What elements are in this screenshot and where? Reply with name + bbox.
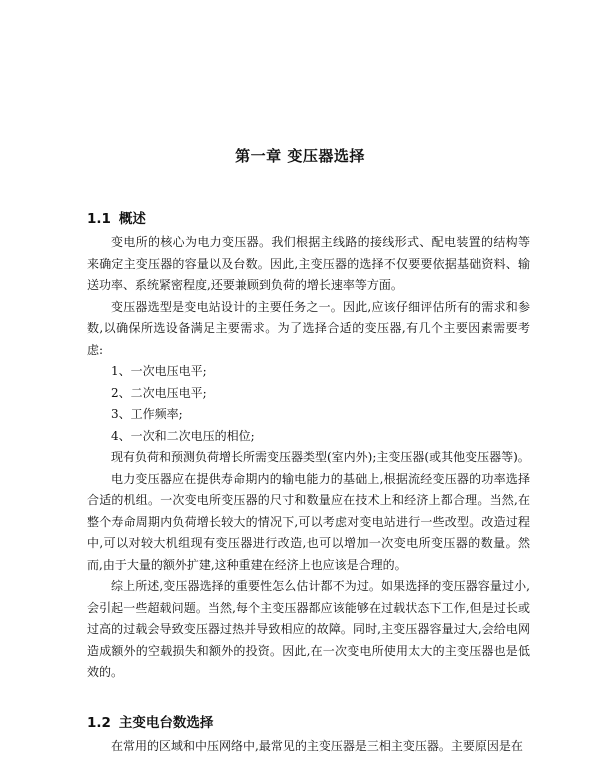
list-item: 4、一次和二次电压的相位; xyxy=(111,428,255,443)
section-1-2-body xyxy=(87,736,530,758)
section-heading-1-1 xyxy=(87,207,146,227)
section-title: 概述 xyxy=(118,211,146,227)
paragraph: 变电所的核心为电力变压器。我们根据主线路的接线形式、配电装置的结构等来确定主变压器的容量以及台数。因此,主变压器的选择不仅要要依据基础资料、输送功率、系统紧密程度,还要兼顾到负荷的增长速率等方面。 xyxy=(87,235,530,292)
section-heading-1-2 xyxy=(87,711,213,731)
paragraph: 综上所述,变压器选择的重要性怎么估计都不为过。如果选择的变压器容量过小,会引起一些超载问题。当然,每个主变压器都应该能够在过载状态下工作,但是过长或过高的过载会导致变压器过热并导致相应的故障。同时,主变压器容量过大,会给电网造成额外的空载损失和额外的投资。因此,在一次变电所使用太大的主变压器也是低效的。 xyxy=(87,579,530,679)
section-number: 1.2 xyxy=(87,715,111,731)
section-1-1-body xyxy=(87,232,530,684)
list-item: 1、一次电压电平; xyxy=(111,364,207,378)
section-number: 1.1 xyxy=(87,211,111,227)
paragraph: 在常用的区域和中压网络中,最常见的主变压器是三相主变压器。主要原因是在 xyxy=(111,739,523,753)
paragraph: 电力变压器应在提供寿命期内的输电能力的基础上,根据流经变压器的功率选择合适的机组。一次变电所变压器的尺寸和数量应在技术上和经济上都合理。当然,在整个寿命周期内负荷增长较大的情况下,可以考虑对变电站进行一些改型。改造过程中,可以对较大机组现有变压器进行改造,也可以增加一次变电所变压器的数量。然而,由于大量的额外扩建,这种重建在经济上也应该是合理的。 xyxy=(87,471,530,572)
list-item: 2、二次电压电平; xyxy=(111,385,207,400)
list-item: 3、工作频率; xyxy=(111,407,183,421)
section-title: 主变电台数选择 xyxy=(118,715,214,731)
paragraph: 现有负荷和预测负荷增长所需变压器类型(室内外);主变压器(或其他变压器等)。 xyxy=(111,450,530,464)
chapter-title: 第一章 变压器选择 xyxy=(235,147,365,165)
paragraph: 变压器选型是变电站设计的主要任务之一。因此,应该仔细评估所有的需求和参数,以确保所选设备满足主要需求。为了选择合适的变压器,有几个主要因素需要考虑: xyxy=(87,299,530,357)
